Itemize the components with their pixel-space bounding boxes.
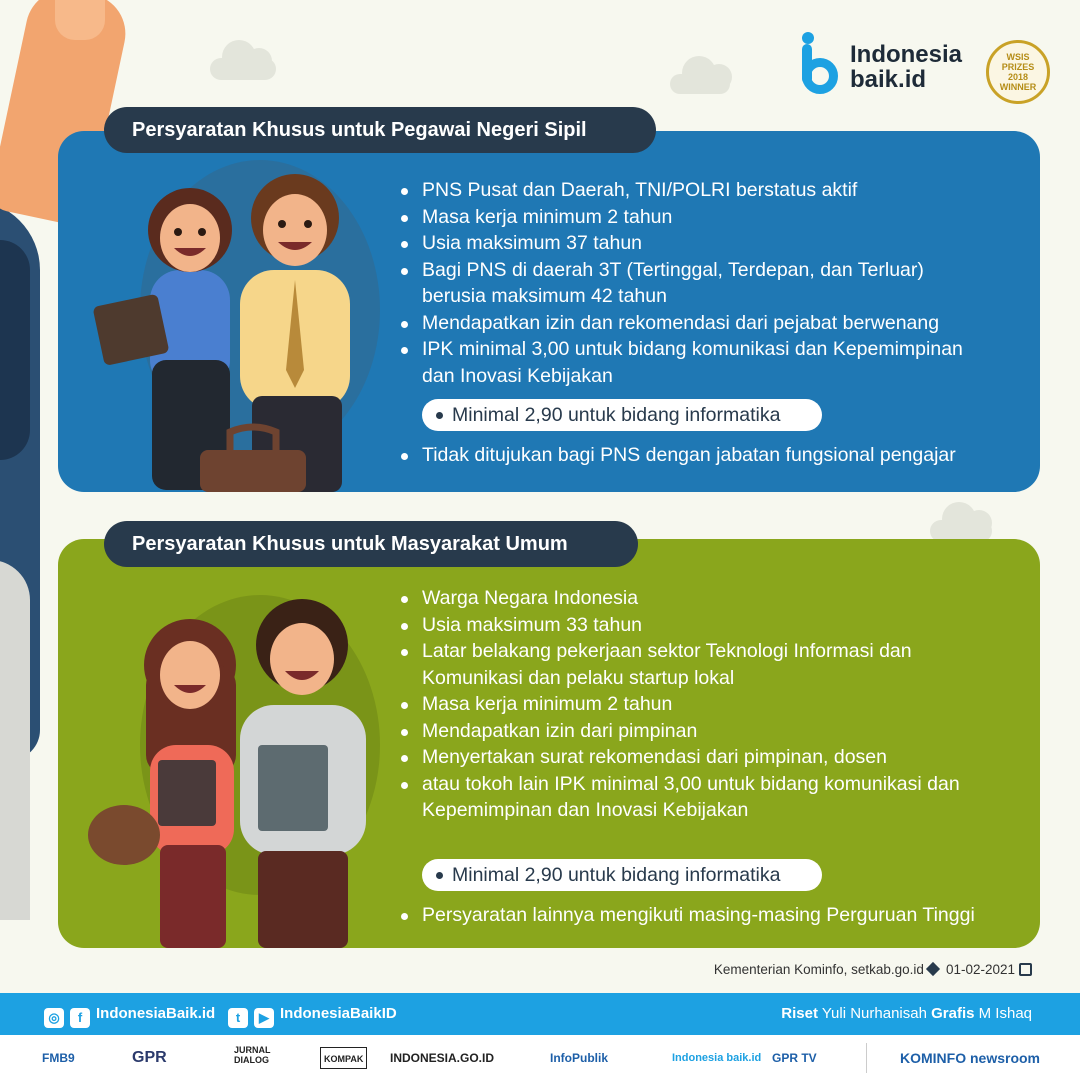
partner-logo: KOMINFO newsroom: [900, 1050, 1041, 1066]
public-sub-note: Minimal 2,90 untuk bidang informatika: [422, 859, 822, 891]
partner-logo: Indonesia baik.id: [672, 1052, 762, 1064]
wsis-award-badge: [986, 40, 1050, 104]
social-handle-1-text: IndonesiaBaik.id: [96, 1005, 216, 1022]
partner-logos: [0, 1035, 1080, 1080]
list-item: Persyaratan lainnya mengikuti masing-masing Perguruan Tinggi: [398, 902, 1018, 929]
pns-requirements-list: [398, 177, 1018, 389]
list-item: Mendapatkan izin dan rekomendasi dari pejabat berwenang: [398, 310, 1018, 337]
twitter-icon: t: [228, 1008, 248, 1028]
partner-logo: GPR TV: [772, 1051, 817, 1065]
riset-label: Riset: [781, 1005, 818, 1022]
partner-logo: FMB9: [42, 1051, 75, 1065]
credits: [781, 993, 1032, 1035]
award-line4: WINNER: [999, 82, 1037, 92]
divider: [866, 1043, 867, 1073]
public-illustration: [80, 595, 390, 948]
pns-last-item-list: [398, 442, 1018, 469]
list-item: Masa kerja minimum 2 tahun: [398, 691, 1018, 718]
list-item: atau tokoh lain IPK minimal 3,00 untuk bidang komunikasi dan Kepemimpinan dan Inovasi Kebijakan: [398, 771, 1008, 824]
logo-line1: Indonesia: [850, 41, 963, 68]
list-item: PNS Pusat dan Daerah, TNI/POLRI berstatus aktif: [398, 177, 1018, 204]
list-item: Menyertakan surat rekomendasi dari pimpinan, dosen: [398, 744, 1018, 771]
pns-illustration: [90, 160, 390, 492]
list-item: Usia maksimum 37 tahun: [398, 230, 1018, 257]
instagram-icon: ◎: [44, 1008, 64, 1028]
calendar-icon: [1019, 963, 1032, 976]
riset-name: Yuli Nurhanisah: [821, 1005, 927, 1022]
source-text: Kementerian Kominfo, setkab.go.id: [713, 962, 924, 977]
award-line3: 2018: [1007, 72, 1029, 82]
public-last-item-list: [398, 902, 1018, 929]
pin-icon: [926, 962, 940, 976]
social-handle-2[interactable]: [228, 993, 397, 1035]
award-line1: WSIS: [1006, 52, 1030, 62]
cloud-decoration: [210, 58, 276, 80]
list-item: IPK minimal 3,00 untuk bidang komunikasi dan Kepemimpinan dan Inovasi Kebijakan: [398, 336, 998, 389]
partner-logo: INDONESIA.GO.ID: [390, 1051, 495, 1065]
indonesiabaik-logo: [798, 24, 986, 96]
source-date: 01-02-2021: [945, 962, 1015, 977]
source-line: [714, 962, 1032, 977]
grafis-name: M Ishaq: [978, 1005, 1032, 1022]
partner-logo: GPR: [132, 1049, 167, 1066]
list-item: Usia maksimum 33 tahun: [398, 612, 1018, 639]
logo-line2: baik.id: [850, 66, 927, 93]
public-requirements-list: [398, 585, 1018, 824]
cloud-decoration: [670, 74, 730, 94]
grafis-label: Grafis: [931, 1005, 975, 1022]
partner-logo: JURNAL DIALOG: [234, 1045, 271, 1065]
pns-section-title: Persyaratan Khusus untuk Pegawai Negeri Sipil: [104, 107, 656, 153]
social-handle-1[interactable]: [44, 993, 215, 1035]
award-line2: PRIZES: [1001, 62, 1035, 72]
partner-logo: KOMPAK: [320, 1047, 367, 1069]
public-section-title: Persyaratan Khusus untuk Masyarakat Umum: [104, 521, 638, 567]
list-item: Mendapatkan izin dari pimpinan: [398, 718, 1018, 745]
pns-sub-note: Minimal 2,90 untuk bidang informatika: [422, 399, 822, 431]
b-logo-icon: [798, 34, 844, 94]
facebook-icon: f: [70, 1008, 90, 1028]
social-handle-2-text: IndonesiaBaikID: [280, 1005, 397, 1022]
list-item: Latar belakang pekerjaan sektor Teknologi Informasi dan Komunikasi dan pelaku startup lokal: [398, 638, 958, 691]
list-item: Warga Negara Indonesia: [398, 585, 1018, 612]
list-item: Bagi PNS di daerah 3T (Tertinggal, Terdepan, dan Terluar) berusia maksimum 42 tahun: [398, 257, 958, 310]
social-bar: [0, 993, 1080, 1035]
youtube-icon: ▶: [254, 1008, 274, 1028]
partner-logo: InfoPublik: [550, 1051, 608, 1065]
list-item: Tidak ditujukan bagi PNS dengan jabatan fungsional pengajar: [398, 442, 1018, 469]
list-item: Masa kerja minimum 2 tahun: [398, 204, 1018, 231]
